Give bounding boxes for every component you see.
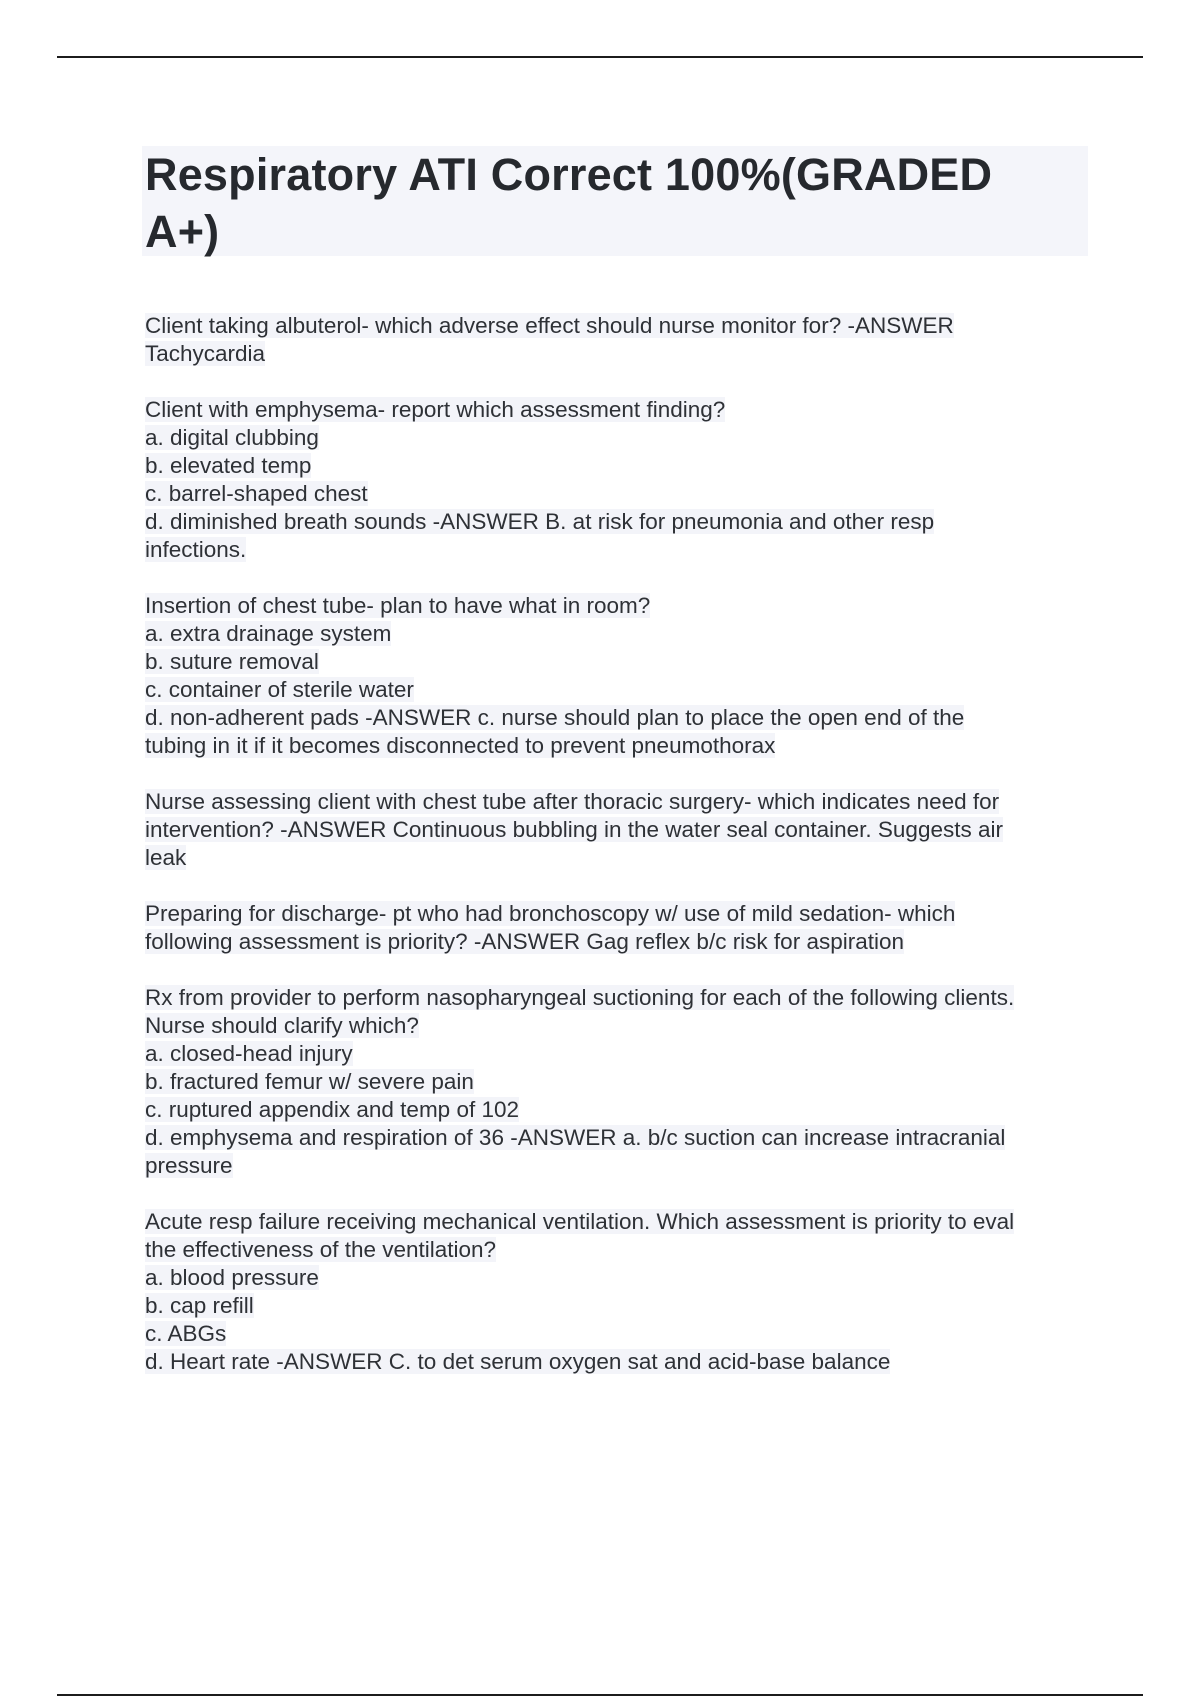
line-text: intervention? -ANSWER Continuous bubbling in the water seal container. Suggests air <box>145 817 1003 842</box>
line-text: c. ABGs <box>145 1321 227 1346</box>
question-list <box>145 312 1095 1404</box>
line-text: tubing in it if it becomes disconnected to prevent pneumothorax <box>145 733 776 758</box>
qa-line <box>145 648 1095 676</box>
line-text: d. Heart rate -ANSWER C. to det serum oxygen sat and acid-base balance <box>145 1349 891 1374</box>
qa-line <box>145 508 1095 536</box>
line-text: Insertion of chest tube- plan to have what in room? <box>145 593 651 618</box>
line-text: d. emphysema and respiration of 36 -ANSWER a. b/c suction can increase intracranial <box>145 1125 1006 1150</box>
line-text: b. suture removal <box>145 649 319 674</box>
qa-line <box>145 620 1095 648</box>
line-text: Acute resp failure receiving mechanical ventilation. Which assessment is priority to eval <box>145 1209 1015 1234</box>
qa-line <box>145 928 1095 956</box>
line-text: a. closed-head injury <box>145 1041 353 1066</box>
line-text: a. blood pressure <box>145 1265 319 1290</box>
question-text <box>145 788 1095 816</box>
qa-line <box>145 1236 1095 1264</box>
question-text <box>145 900 1095 928</box>
question-text <box>145 312 1095 340</box>
qa-line <box>145 1068 1095 1096</box>
line-text: Client taking albuterol- which adverse effect should nurse monitor for? -ANSWER <box>145 313 954 338</box>
qa-item <box>145 1208 1095 1376</box>
qa-line <box>145 704 1095 732</box>
qa-line <box>145 844 1095 872</box>
top-rule <box>57 56 1143 58</box>
question-text <box>145 592 1095 620</box>
qa-item <box>145 900 1095 956</box>
line-text: leak <box>145 845 187 870</box>
line-text: b. cap refill <box>145 1293 254 1318</box>
question-text <box>145 1208 1095 1236</box>
line-text: infections. <box>145 537 247 562</box>
qa-item <box>145 396 1095 564</box>
line-text: c. barrel-shaped chest <box>145 481 368 506</box>
line-text: d. diminished breath sounds -ANSWER B. at risk for pneumonia and other resp <box>145 509 935 534</box>
title-line-2: A+) <box>145 206 220 257</box>
qa-item <box>145 312 1095 368</box>
title-line-1: Respiratory ATI Correct 100%(GRADED <box>145 149 993 200</box>
line-text: Nurse should clarify which? <box>145 1013 419 1038</box>
qa-line <box>145 1264 1095 1292</box>
bottom-rule <box>57 1694 1143 1696</box>
qa-line <box>145 1012 1095 1040</box>
line-text: Tachycardia <box>145 341 266 366</box>
line-text: a. extra drainage system <box>145 621 392 646</box>
qa-line <box>145 732 1095 760</box>
line-text: c. container of sterile water <box>145 677 414 702</box>
qa-line <box>145 424 1095 452</box>
line-text: following assessment is priority? -ANSWER Gag reflex b/c risk for aspiration <box>145 929 905 954</box>
qa-line <box>145 1348 1095 1376</box>
line-text: Rx from provider to perform nasopharyngeal suctioning for each of the following clients. <box>145 985 1015 1010</box>
line-text: Nurse assessing client with chest tube after thoracic surgery- which indicates need for <box>145 789 1000 814</box>
qa-item <box>145 788 1095 872</box>
line-text: pressure <box>145 1153 233 1178</box>
question-text <box>145 984 1095 1012</box>
qa-line <box>145 480 1095 508</box>
qa-line <box>145 1292 1095 1320</box>
line-text: the effectiveness of the ventilation? <box>145 1237 497 1262</box>
line-text: a. digital clubbing <box>145 425 319 450</box>
qa-line <box>145 340 1095 368</box>
line-text: d. non-adherent pads -ANSWER c. nurse should plan to place the open end of the <box>145 705 965 730</box>
line-text: b. elevated temp <box>145 453 312 478</box>
qa-line <box>145 536 1095 564</box>
qa-line <box>145 1124 1095 1152</box>
line-text: Preparing for discharge- pt who had bronchoscopy w/ use of mild sedation- which <box>145 901 956 926</box>
qa-line <box>145 1040 1095 1068</box>
qa-line <box>145 1320 1095 1348</box>
document-title <box>145 146 1085 260</box>
qa-item <box>145 984 1095 1180</box>
line-text: Client with emphysema- report which assessment finding? <box>145 397 726 422</box>
qa-line <box>145 452 1095 480</box>
line-text: b. fractured femur w/ severe pain <box>145 1069 474 1094</box>
qa-line <box>145 676 1095 704</box>
qa-line <box>145 1096 1095 1124</box>
qa-line <box>145 816 1095 844</box>
qa-line <box>145 1152 1095 1180</box>
question-text <box>145 396 1095 424</box>
line-text: c. ruptured appendix and temp of 102 <box>145 1097 520 1122</box>
qa-item <box>145 592 1095 760</box>
